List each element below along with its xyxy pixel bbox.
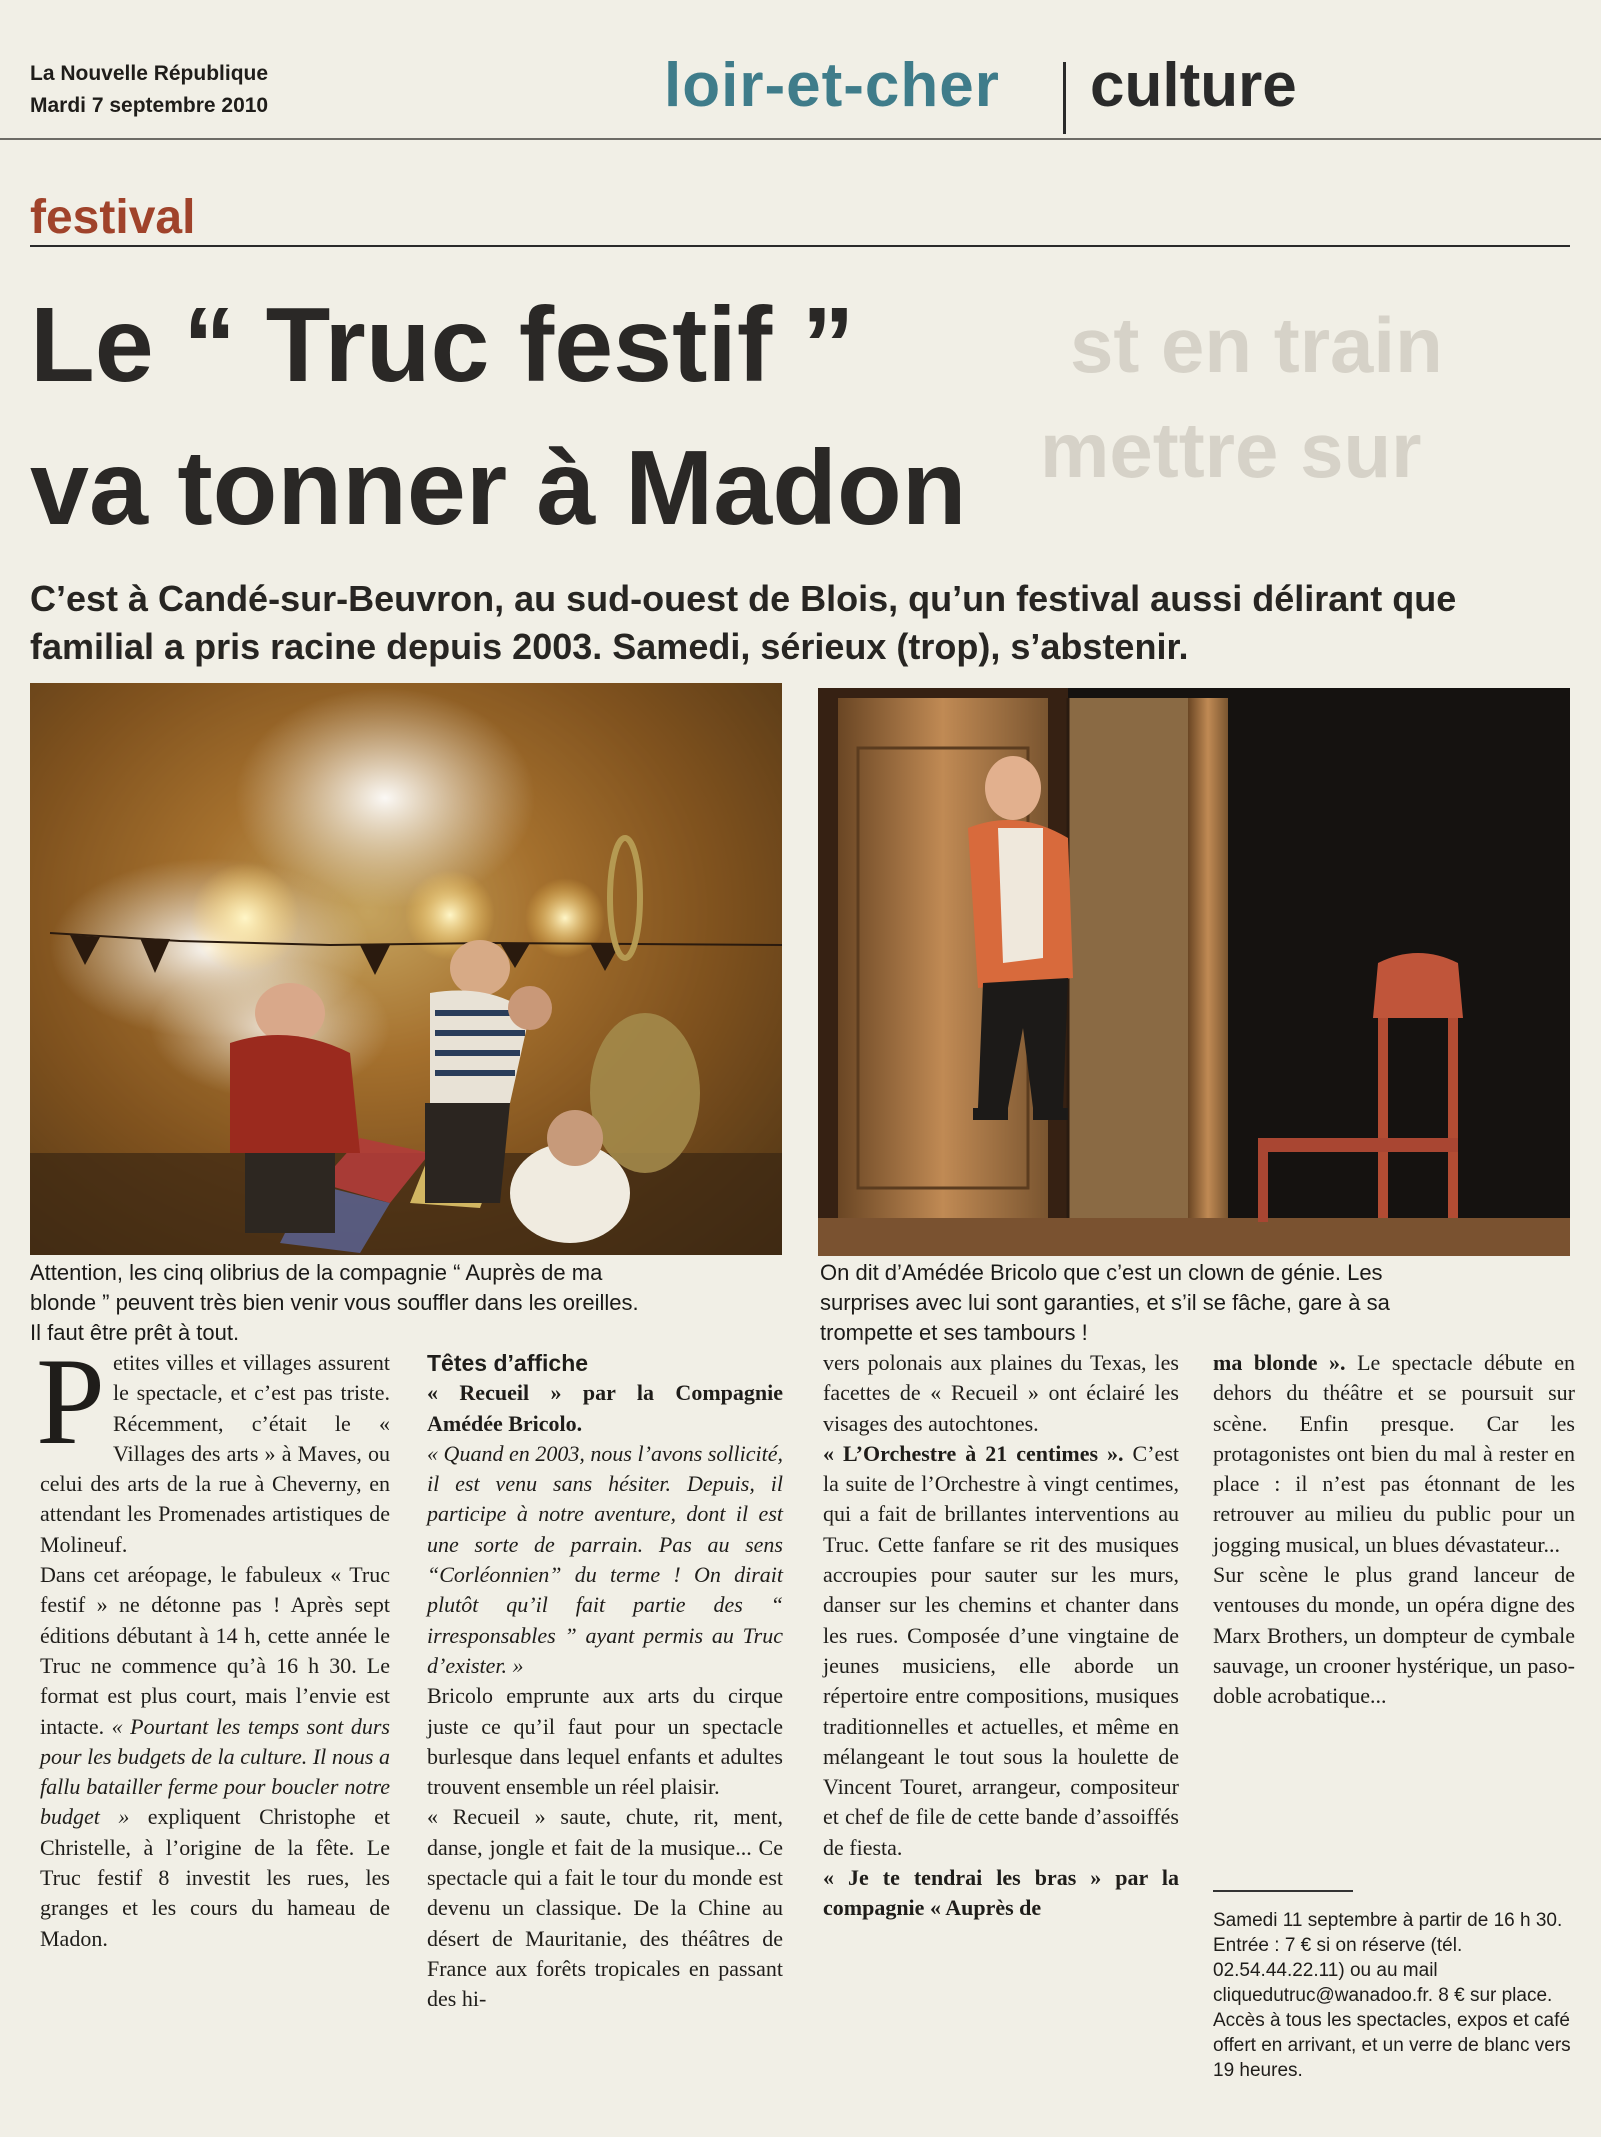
kicker: festival — [30, 191, 196, 244]
info-box-rule — [1213, 1890, 1353, 1892]
paragraph-text: Bricolo emprunte aux arts du cirque juste ce qu’il faut pour un spectacle burlesque dans lequel enfants et adultes trouvent ensemble un réel plaisir. — [427, 1683, 783, 1800]
act-title: « Je te tendrai les bras » par la compagnie « Auprès de — [823, 1865, 1179, 1921]
photo-caption-right: On dit d’Amédée Bricolo que c’est un clown de génie. Les surprises avec lui sont garanties, et s’il se fâche, gare à sa trompette et ses tambours ! — [820, 1260, 1390, 1345]
clown-photo-illustration — [818, 688, 1570, 1256]
paragraph-text: expliquent Christophe et Christelle, à l’origine de la fête. Le Truc festif 8 investit les rues, les granges et les cours du hameau de Madon. — [40, 1804, 390, 1951]
section-region: loir-et-cher — [664, 51, 1000, 120]
paragraph-text: C’est la suite de l’Orchestre à vingt centimes, qui a fait de brillantes interventions au Truc. Cette fanfare se rit des musiques accroupies pour sauter sur les murs, danser sur les chemins et chanter dans les rues. Composée d’une vingtaine de jeunes musiciens, elle aborde un répertoire entre compositions, musiques traditionnelles et actuelles, et même en mélangeant le tout sous la houlette de Vincent Touret, arrangeur, compositeur et chef de file de cette bande d’assoiffés de fiesta. — [823, 1440, 1179, 1860]
band-photo-illustration — [30, 683, 782, 1255]
act-title: « Recueil » par la Compagnie Amédée Bricolo. — [427, 1380, 783, 1436]
paragraph-text: « Recueil » saute, chute, rit, ment, danse, jongle et fait de la musique... Ce spectacle qui a fait le tour du monde est devenu un classique. De la Chine au désert de Mauritanie, des théâtres de France aux forêts tropicales en passant des hi- — [427, 1804, 783, 2012]
article-column-1 — [36, 1333, 390, 1954]
section-topic: culture — [1090, 51, 1297, 120]
print-through-text: st en train — [1070, 301, 1443, 389]
article-column-3 — [823, 1348, 1179, 1924]
deck: C’est à Candé-sur-Beuvron, au sud-ouest de Blois, qu’un festival aussi délirant que familial a pris racine depuis 2003. Samedi, sérieux (trop), s’abstenir. — [30, 578, 1457, 667]
kicker-rule — [30, 245, 1570, 247]
quote-text: « Pourtant les temps sont durs pour les budgets de la culture. Il nous a fallu batailler ferme pour boucler notre budget » — [40, 1713, 390, 1830]
subheading: Têtes d’affiche — [427, 1350, 589, 1376]
paragraph-text: etites villes et villages assurent le spectacle, et c’est pas triste. Récemment, c’était le « Villages des arts » à Maves, ou celui des arts de la rue à Cheverny, en attendant les Promenades artistiques de Molineuf. — [40, 1350, 390, 1557]
paragraph-text: vers polonais aux plaines du Texas, les facettes de « Recueil » ont éclairé les visages des autochtones. — [823, 1350, 1179, 1436]
print-through-text: mettre sur — [1040, 406, 1422, 494]
act-title: ma blonde ». — [1213, 1350, 1346, 1375]
headline-line-2: va tonner à Madon — [30, 429, 967, 547]
paragraph-text: Dans cet aréopage, le fabuleux « Truc festif » ne détonne pas ! Après sept éditions débutant à 14 h, cette année le Truc ne commence qu’à 16 h 30. Le format est plus court, mais l’envie est intacte. — [40, 1562, 390, 1739]
paragraph — [36, 1333, 390, 1560]
stage-photo-clown — [818, 688, 1570, 1256]
paragraph — [40, 1560, 390, 1954]
masthead-date: Mardi 7 septembre 2010 — [30, 94, 269, 117]
headline-line-1: Le “ Truc festif ” — [30, 286, 855, 404]
article-column-4 — [1213, 1348, 1575, 1712]
paragraph-text: Sur scène le plus grand lanceur de ventouses du monde, un opéra digne des Marx Brothers, un dompteur de cymbale sauvage, un crooner hystérique, un paso-doble acrobatique... — [1213, 1562, 1575, 1709]
drop-cap: P — [36, 1333, 105, 1470]
article-column-2 — [427, 1348, 783, 2015]
paragraph — [823, 1439, 1179, 1863]
paragraph-text: Le spectacle débute en dehors du théâtre et se poursuit sur scène. Enfin presque. Car les protagonistes ont bien du mal à rester en place : il n’est pas étonnant de les retrouver au milieu du public pour un jogging musical, un blues dévastateur... — [1213, 1350, 1575, 1557]
quote-text: « Quand en 2003, nous l’avons sollicité, il est venu sans hésiter. Depuis, il participe à notre aventure, dont il est une sorte de parrain. Pas au sens “Corléonnien” du terme ! On dirait plutôt qu’il fait partie des “ irresponsables ” ayant permis au Truc d’exister. » — [427, 1440, 783, 1678]
stage-photo-band — [30, 683, 782, 1255]
act-title: « L’Orchestre à 21 centimes ». — [823, 1440, 1124, 1466]
section-divider — [1063, 62, 1066, 134]
photo-caption-left: Attention, les cinq olibrius de la compagnie “ Auprès de ma blonde ” peuvent très bien venir vous souffler dans les oreilles. Il faut être prêt à tout. — [30, 1260, 639, 1345]
paragraph — [1213, 1348, 1575, 1560]
practical-info: Samedi 11 septembre à partir de 16 h 30. Entrée : 7 € si on réserve (tél. 02.54.44.22.11) ou au mail cliquedutruc@wanadoo.fr. 8 € sur place. Accès à tous les spectacles, expos et café offert en arrivant, et un verre de blanc vers 19 heures. — [1213, 1910, 1571, 2081]
header-rule — [0, 138, 1601, 140]
masthead-name: La Nouvelle République — [30, 62, 269, 85]
